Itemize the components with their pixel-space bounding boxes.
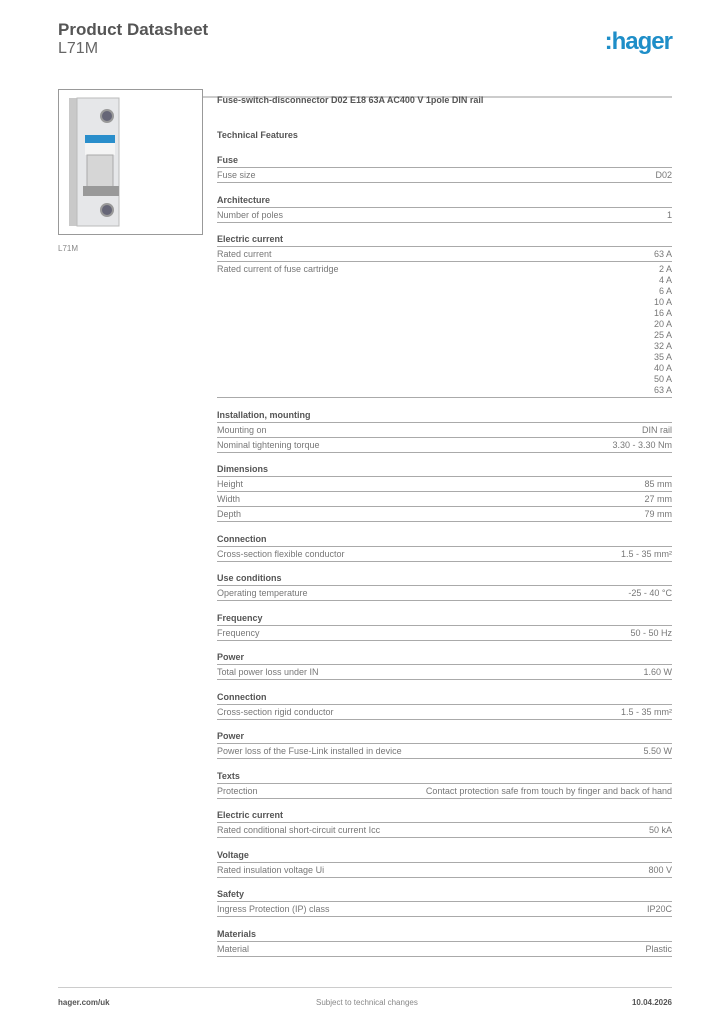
section-title: Materials (217, 927, 672, 942)
feature-value (426, 786, 672, 797)
image-caption: L71M (58, 244, 79, 253)
feature-value (642, 425, 672, 436)
feature-label: Height (217, 479, 244, 489)
value-line: DIN rail (641, 424, 672, 435)
feature-value (644, 509, 672, 520)
technical-features-heading: Technical Features (217, 130, 298, 140)
section-title: Architecture (217, 193, 672, 208)
feature-label: Mounting on (217, 424, 267, 435)
feature-row (217, 902, 672, 917)
value-line: 2 A (658, 264, 672, 274)
feature-section (217, 887, 672, 917)
value-line: 50 A (653, 374, 672, 384)
value-line: 27 mm (644, 494, 672, 504)
value-line: 1.60 W (643, 667, 672, 677)
section-title: Connection (217, 690, 672, 705)
feature-label: Ingress Protection (IP) class (217, 904, 330, 914)
feature-value (644, 479, 672, 490)
feature-value (654, 264, 672, 396)
section-title: Electric current (217, 808, 672, 823)
feature-value (649, 825, 672, 836)
value-line: 63 A (653, 385, 672, 395)
feature-row (217, 262, 672, 398)
feature-value (654, 249, 672, 260)
feature-value (643, 746, 672, 757)
section-title: Texts (217, 769, 672, 784)
feature-row (217, 586, 672, 601)
value-line: D02 (655, 170, 672, 180)
value-line: 10 A (653, 297, 672, 307)
feature-section (217, 408, 672, 453)
value-line: 20 A (653, 319, 672, 329)
section-title: Safety (217, 887, 672, 902)
feature-value (647, 904, 672, 915)
value-line: -25 - 40 °C (628, 588, 672, 598)
feature-label: Cross-section rigid conductor (217, 706, 334, 717)
feature-value (667, 210, 672, 221)
feature-label: Rated current of fuse cartridge (217, 264, 339, 274)
technical-features-table (217, 153, 672, 966)
feature-row (217, 705, 672, 720)
feature-row (217, 477, 672, 492)
value-line: IP20C (646, 904, 672, 914)
footer-date: 10.04.2026 (631, 998, 672, 1007)
feature-row (217, 547, 672, 562)
value-line: Plastic (645, 943, 672, 954)
feature-row (217, 823, 672, 838)
value-line: 5.50 W (643, 746, 672, 756)
feature-value (643, 667, 672, 678)
feature-row (217, 942, 672, 957)
feature-label: Rated current (217, 249, 272, 259)
feature-value (621, 549, 672, 560)
feature-row (217, 863, 672, 878)
value-line: 800 V (648, 864, 672, 875)
feature-section (217, 571, 672, 601)
feature-section (217, 462, 672, 522)
value-line: 79 mm (644, 509, 672, 519)
feature-section (217, 650, 672, 680)
hager-logo: :hager (604, 28, 672, 55)
feature-section (217, 808, 672, 838)
section-title: Frequency (217, 611, 672, 626)
product-image (58, 89, 203, 235)
feature-label: Cross-section flexible conductor (217, 548, 345, 559)
value-line: 4 A (658, 275, 672, 285)
feature-section (217, 193, 672, 223)
feature-label: Material (217, 943, 250, 954)
feature-label: Frequency (217, 627, 260, 638)
feature-value (648, 865, 672, 876)
feature-label: Fuse size (217, 170, 256, 180)
feature-label: Total power loss under IN (217, 667, 319, 677)
value-line: 6 A (658, 286, 672, 296)
footer-website[interactable]: hager.com/uk (58, 998, 110, 1007)
feature-row (217, 507, 672, 522)
feature-row (217, 247, 672, 262)
feature-label: Number of poles (217, 209, 284, 220)
feature-section (217, 729, 672, 759)
feature-label: Depth (217, 509, 242, 519)
section-title: Connection (217, 532, 672, 547)
feature-section (217, 769, 672, 799)
feature-label: Width (217, 494, 241, 504)
feature-value (621, 707, 672, 718)
feature-row (217, 438, 672, 453)
value-line: 32 A (653, 341, 672, 351)
feature-section (217, 690, 672, 720)
footer-divider (58, 987, 672, 988)
feature-row (217, 168, 672, 183)
feature-value (630, 628, 672, 639)
section-title: Power (217, 650, 672, 665)
value-line: 1.5 - 35 mm² (620, 706, 672, 717)
feature-row (217, 423, 672, 438)
value-line: 35 A (653, 352, 672, 362)
feature-section (217, 232, 672, 398)
section-title: Electric current (217, 232, 672, 247)
value-line: 25 A (653, 330, 672, 340)
feature-row (217, 665, 672, 680)
section-title: Dimensions (217, 462, 672, 477)
feature-row (217, 744, 672, 759)
value-line: 85 mm (644, 479, 672, 489)
feature-label: Rated insulation voltage Ui (217, 864, 325, 875)
feature-value (655, 170, 672, 181)
feature-section (217, 611, 672, 641)
footer-notice: Subject to technical changes (316, 998, 418, 1007)
value-line: 63 A (653, 249, 672, 259)
feature-value (644, 494, 672, 505)
feature-label: Protection (217, 785, 258, 796)
section-title: Installation, mounting (217, 408, 672, 423)
feature-row (217, 626, 672, 641)
logo-text: hager (611, 28, 672, 55)
product-code: L71M (58, 40, 99, 57)
feature-label: Power loss of the Fuse-Link installed in device (217, 746, 402, 756)
feature-row (217, 784, 672, 799)
feature-section (217, 532, 672, 562)
value-line: 1.5 - 35 mm² (620, 548, 672, 559)
feature-label: Operating temperature (217, 588, 308, 598)
feature-section (217, 927, 672, 957)
value-line: 1 (666, 209, 672, 220)
section-title: Fuse (217, 153, 672, 168)
feature-section (217, 153, 672, 183)
feature-section (217, 848, 672, 878)
product-description: Fuse-switch-disconnector D02 E18 63A AC400 V 1pole DIN rail (217, 95, 484, 105)
value-line: 50 - 50 Hz (630, 627, 672, 638)
value-line: 50 kA (648, 825, 672, 835)
value-line: Contact protection safe from touch by finger and back of hand (425, 785, 672, 796)
section-title: Voltage (217, 848, 672, 863)
feature-row (217, 208, 672, 223)
feature-row (217, 492, 672, 507)
page-title: Product Datasheet (58, 20, 209, 39)
feature-value (645, 944, 672, 955)
feature-label: Nominal tightening torque (217, 439, 320, 450)
value-line: 40 A (653, 363, 672, 373)
feature-value (628, 588, 672, 599)
value-line: 3.30 - 3.30 Nm (612, 439, 672, 450)
value-line: 16 A (653, 308, 672, 318)
feature-value (612, 440, 672, 451)
section-title: Use conditions (217, 571, 672, 586)
feature-label: Rated conditional short-circuit current Icc (217, 825, 381, 835)
section-title: Power (217, 729, 672, 744)
